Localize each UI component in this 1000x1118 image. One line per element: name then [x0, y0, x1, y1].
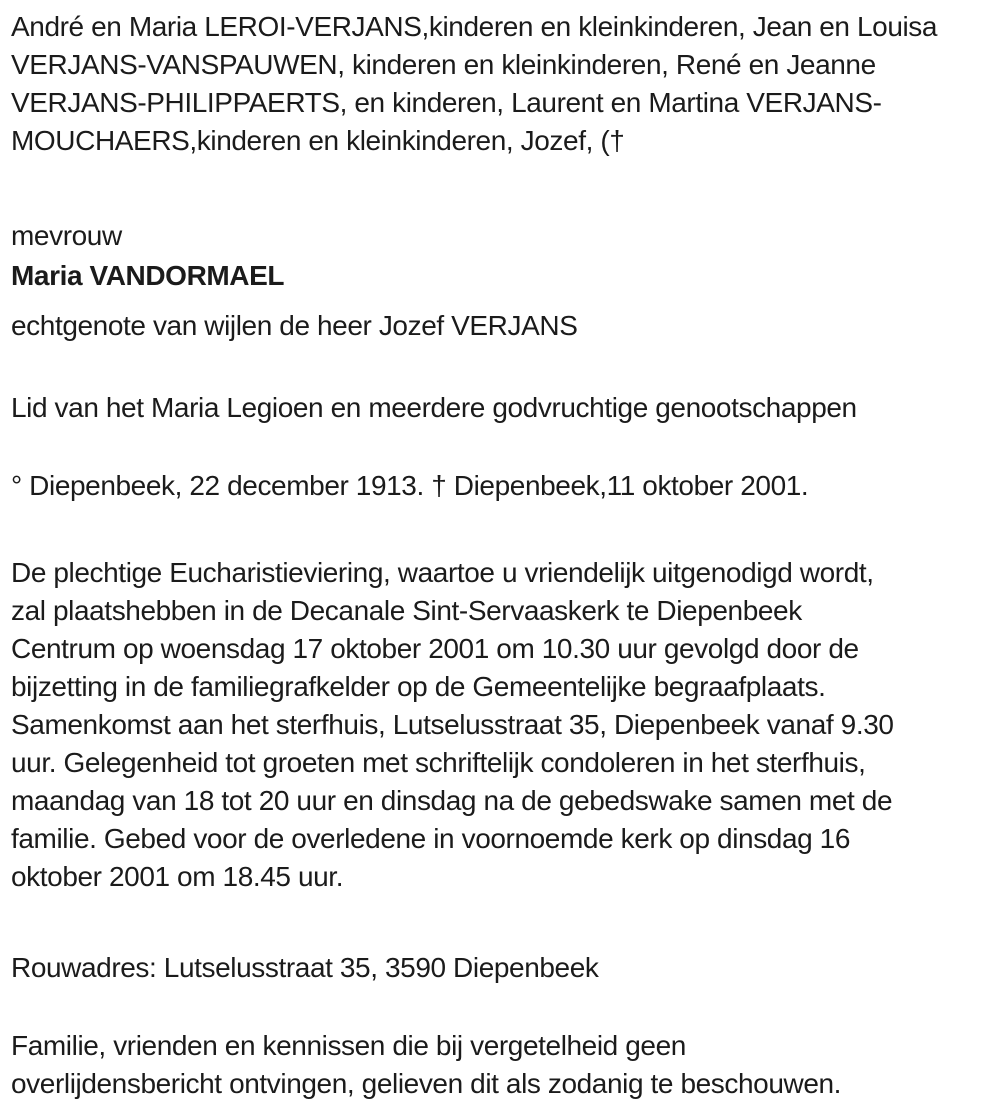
ceremony-paragraph: [11, 554, 995, 896]
family-intro-paragraph: [11, 8, 995, 160]
text-line: VERJANS-PHILIPPAERTS, en kinderen, Laurent en Martina VERJANS-: [11, 87, 882, 118]
text-line: Maria VANDORMAEL: [11, 260, 285, 291]
text-line: overlijdensbericht ontvingen, gelieven dit als zodanig te beschouwen.: [11, 1068, 842, 1099]
text-line: Centrum op woensdag 17 oktober 2001 om 10.30 uur gevolgd door de: [11, 633, 859, 664]
spouse-relation: [11, 307, 995, 345]
text-line: Samenkomst aan het sterfhuis, Lutselusstraat 35, Diepenbeek vanaf 9.30: [11, 709, 894, 740]
text-line: mevrouw: [11, 220, 122, 251]
text-line: André en Maria LEROI-VERJANS,kinderen en kleinkinderen, Jean en Louisa: [11, 11, 938, 42]
text-line: familie. Gebed voor de overledene in voornoemde kerk op dinsdag 16: [11, 823, 851, 854]
text-line: maandag van 18 tot 20 uur en dinsdag na de gebedswake samen met de: [11, 785, 893, 816]
text-line: echtgenote van wijlen de heer Jozef VERJANS: [11, 310, 578, 341]
birth-death-dates: [11, 467, 995, 505]
text-line: zal plaatshebben in de Decanale Sint-Servaaskerk te Diepenbeek: [11, 595, 802, 626]
text-line: uur. Gelegenheid tot groeten met schriftelijk condoleren in het sterfhuis,: [11, 747, 866, 778]
membership-note: [11, 389, 995, 427]
closing-paragraph: [11, 1027, 995, 1103]
mourning-address: [11, 949, 995, 987]
text-line: De plechtige Eucharistieviering, waartoe u vriendelijk uitgenodigd wordt,: [11, 557, 874, 588]
text-line: MOUCHAERS,kinderen en kleinkinderen, Jozef, (†: [11, 125, 625, 156]
text-line: ° Diepenbeek, 22 december 1913. † Diepenbeek,11 oktober 2001.: [11, 470, 809, 501]
deceased-name: [11, 257, 995, 295]
text-line: VERJANS-VANSPAUWEN, kinderen en kleinkinderen, René en Jeanne: [11, 49, 876, 80]
text-line: Familie, vrienden en kennissen die bij vergetelheid geen: [11, 1030, 686, 1061]
text-line: bijzetting in de familiegrafkelder op de Gemeentelijke begraafplaats.: [11, 671, 826, 702]
text-line: Rouwadres: Lutselusstraat 35, 3590 Diepenbeek: [11, 952, 599, 983]
text-line: oktober 2001 om 18.45 uur.: [11, 861, 344, 892]
text-line: Lid van het Maria Legioen en meerdere godvruchtige genootschappen: [11, 392, 857, 423]
salutation: [11, 217, 995, 255]
